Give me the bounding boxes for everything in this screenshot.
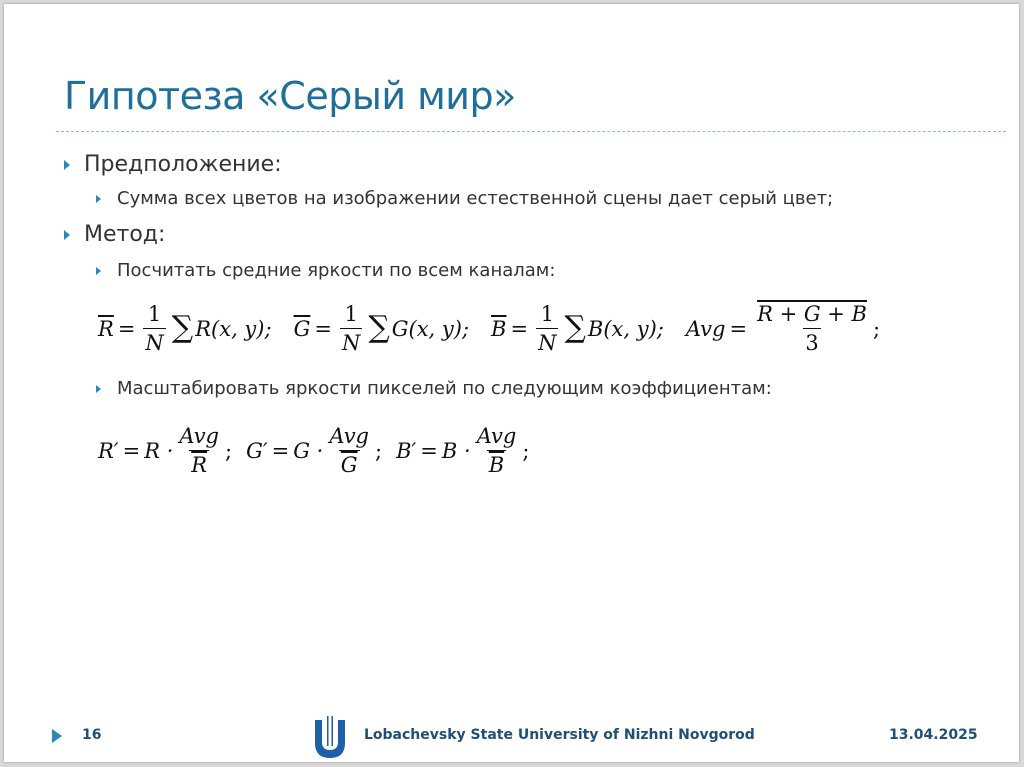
fraction-avg <box>755 302 869 355</box>
sum-symbol: ∑ <box>368 310 390 345</box>
bullet-text: Посчитать средние яркости по всем каналам: <box>117 260 556 281</box>
g-mean-symbol: $\overline{G}$ <box>293 316 311 341</box>
fraction-avg-over-g <box>327 424 371 477</box>
bullet-assumption-detail <box>96 188 833 209</box>
triangle-right-icon <box>96 385 101 393</box>
semicolon: ; <box>873 316 881 341</box>
fraction-avg-over-r <box>177 424 221 477</box>
equals-sign: = <box>420 438 438 463</box>
r-mean-symbol: $\overline{R}$ <box>98 316 114 341</box>
bullet-text: Сумма всех цветов на изображении естественной сцены дает серый цвет; <box>117 188 834 209</box>
bullet-method <box>64 222 165 247</box>
triangle-right-icon <box>64 160 70 170</box>
g-prime-symbol: G′ <box>246 438 268 463</box>
next-slide-icon[interactable] <box>52 729 62 743</box>
equals-sign: = <box>510 316 529 341</box>
bullet-method-step2 <box>96 378 772 399</box>
page-number: 16 <box>82 727 102 743</box>
semicolon: ; <box>225 438 233 463</box>
avg-symbol: Avg <box>685 316 726 341</box>
bullet-assumption <box>64 152 282 177</box>
fraction-one-over-n <box>536 302 558 355</box>
sum-symbol: ∑ <box>564 310 586 345</box>
r-of-xy: R(x, y); <box>195 316 272 341</box>
slide-title: Гипотеза «Серый мир» <box>64 74 516 118</box>
g-of-xy: G(x, y); <box>391 316 470 341</box>
equals-sign: = <box>271 438 290 463</box>
semicolon: ; <box>522 438 530 463</box>
triangle-right-icon <box>96 267 101 275</box>
b-mean-symbol: $\overline{B}$ <box>491 316 507 341</box>
equals-sign: = <box>117 316 136 341</box>
bullet-text: Метод: <box>84 222 166 247</box>
formula-scaling <box>98 424 529 477</box>
equals-sign: = <box>729 316 748 341</box>
numerator: Avg <box>476 424 517 448</box>
equals-sign: = <box>314 316 332 341</box>
university-name: Lobachevsky State University of Nizhni Novgorod <box>364 727 755 743</box>
title-divider <box>56 131 1006 132</box>
triangle-right-icon <box>64 230 70 240</box>
r-prime-symbol: R′ <box>98 438 119 463</box>
bullet-text: Масштабировать яркости пикселей по следующим коэффициентам: <box>117 378 772 399</box>
sum-symbol: ∑ <box>171 310 194 345</box>
denominator: B <box>487 450 506 477</box>
bullet-method-step1 <box>96 260 555 281</box>
numerator: R + G + B <box>757 302 867 326</box>
b-of-xy: B(x, y); <box>587 316 664 341</box>
formula-channel-averages <box>98 302 880 355</box>
r-times: R · <box>144 438 174 463</box>
g-times: G · <box>293 438 324 463</box>
bullet-text: Предположение: <box>84 152 282 177</box>
b-times: B · <box>441 438 471 463</box>
denominator: R <box>189 450 209 477</box>
fraction-avg-over-b <box>475 424 519 477</box>
semicolon: ; <box>375 438 383 463</box>
equals-sign: = <box>122 438 141 463</box>
numerator: Avg <box>179 424 219 448</box>
denominator: N <box>536 328 558 355</box>
slide-date: 13.04.2025 <box>889 727 978 743</box>
fraction-one-over-n <box>143 302 165 355</box>
numerator: Avg <box>329 424 369 448</box>
b-prime-symbol: B′ <box>396 438 417 463</box>
slide <box>4 4 1019 762</box>
numerator: 1 <box>344 302 358 326</box>
university-logo-icon <box>312 716 348 760</box>
denominator: N <box>143 328 165 355</box>
triangle-right-icon <box>96 195 101 203</box>
numerator: 1 <box>540 302 554 326</box>
denominator: N <box>340 328 362 355</box>
denominator: 3 <box>803 328 820 355</box>
denominator: G <box>339 450 360 477</box>
fraction-one-over-n <box>340 302 362 355</box>
numerator: 1 <box>147 302 162 326</box>
